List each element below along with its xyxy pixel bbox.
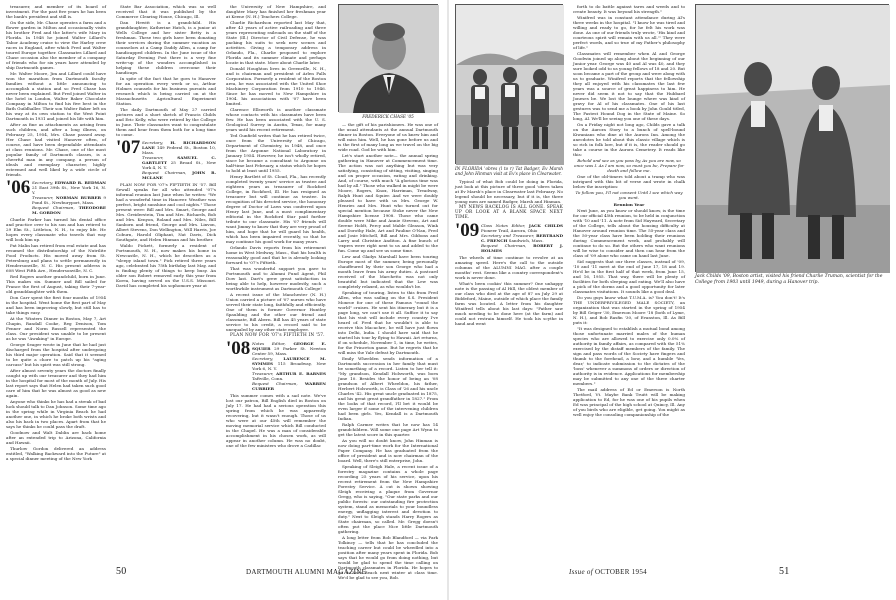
chairman-label: Bequest Chairman, xyxy=(32,205,75,210)
paragraph: Classmates will remember when Al and George Goodwin joined up along about the beginning of our Junior year. George was 40 and Al was 40, and they sure looked odd to us young fellows of 18 and 20. But soon became a part of the group and were along with us to graduate. Winifred reports that the fellowship they all enjoyed with his classmates the last few years was a source of great happiness to him. He never did seem it not to say that the Hubbard Joneses be. We lost the lounge where was kind of gravy for Al of his classmates. One of his last gestures was to send me a book by John Gould titled, The Fastest Hound Dog in the State of Maine. So long, Al. We'll be seeing you one of these days. xyxy=(573,51,685,121)
paragraph: Anyone who thinks he has had a streak of bad luck should talk to Dan Johnson. Some time ago in the spring while in Virginia Beach he had another one, in which he broke both wrists and also his back in two places. Apart from that he says he thinks he could pass the draft. xyxy=(6,399,106,429)
paragraph: Red Rogers another grandchild, born in June. This makes six. Sumner and Bill sailed for France the first of August, taking their 7-year-old granddaughter with them. xyxy=(6,274,106,294)
left-col-4 xyxy=(338,4,438,580)
paragraph: This summer comes with a sad note. We've lost our patron, Bill English died in Boston on July 17. He had had a serious operation this spring from which he was apparently recovering, but it wasn't enough. Those of us who were at our 45th will remember the moving memorial service which Bill conducted in the Chapel. He was a man of considerable accomplishment in his chosen work, as will appear in another column. He was no doubt, one of the few ministers who drove a Cadillac xyxy=(226,393,326,448)
paragraph: Ralph Carmer writes that he now has 14 grandchildren. Will some one page Art Wynn to get the latest score in this quarter. xyxy=(338,422,438,437)
paragraph: Orlando Davis reports from his retirement home in West Medway, Mass., that his health is reasonably good and that he is already looking forward to '07's Fiftieth. xyxy=(226,245,326,265)
paragraph: George Seager wrote in June that he had just discharged from the hospital after undergoing his third major operation. Said that it seemed to be quite a chore to patch up his "aging carcass" but his spirit was still strong. xyxy=(6,342,106,367)
paragraph: Charlie Parker has turned his dental office and practice over to his son and has retired to 29 Elm St., Littleton, N. H., to enjoy life. He hopes every classmate who travels that way will look him up. xyxy=(6,217,106,242)
notes-editor-name: JACK CHILDS xyxy=(528,223,563,228)
paragraph: In spite of the fact that he goes to Hanover for an operation every week or so, Arthur Holmes counsels for his business pursuits and research which is being carried on at the Massachusetts Agricultural Experiment Station. xyxy=(116,76,216,106)
paragraph: Goodnow and Walt Dablin are back home after an extended trip to Arizona, California and Hawaii. xyxy=(6,430,106,445)
paragraph: A long letter from Bob Blandford — via Park Tolkincy — tells that he has concluded the teaching career but could be wheedled into a position after many years spent in Florida. Bob says that he would go from doing nothing, but would be glad to spend the time calling on Dartmouth classmates in Florida. He hopes to go to Vero Beach next winter at class time. We'd be glad to see you, Bob. xyxy=(338,535,438,580)
paragraph: Next June, as you know or should know, is the time for our official 45th reunion, to be held in conjunction with '10 and '11. A note from Sid Hayward, Secretary of the College, tells about the housing difficulty at Hanover around reunion time. The 55-year class and the 50-year class have been holding their reunions during Commencement week, and probably will continue to do so. But the others who want reunions will be wise to consider and then can hear from the class of '09 alone who came on hand last June. xyxy=(573,208,685,258)
paragraph: Thurlow Gordon delivered an address entitled, "Walking Backward into the Future" at a special dinner meeting of the New York xyxy=(6,446,106,461)
paragraph: the University of New Hampshire, and daughter Mary has finished her freshman year at Keene (N. H.) Teachers College. xyxy=(226,4,326,19)
paragraph: Waldo Pickett, formerly a resident of Portsmouth, N. H., now makes his home in Newcastle, N. H., which he describes as a "sleepy island town." Pick retired three years ago, celebrated his 75th birthday last May, and is finding plenty of things to keep busy. An older son Robert removed early this year from Korea, having served on the U.S.S. Missouri. David has completed his sophomore year at xyxy=(116,243,216,288)
treasurer-name: SAMUEL C. GARTLETT xyxy=(142,155,216,165)
secretary-treasurer-address: Sandwich, Mass. xyxy=(508,238,544,243)
paragraph: Donald Houghton lives in Greenville, N. H., and is chairman and president of Arlen Falls Corporation. Formerly a resident of the Boston area, he was associated with the United Shoe Machinery Corporation from 1910 to 1946. Since he has moved to New Hampshire in 1904. his associations with '07 have been limited. xyxy=(226,66,326,106)
paragraph: What's been cookin' this summer? One unhappy note is the passing of Al Hill, the oldest member of our class who died at the age of 87 on July 29 at Biddeford, Maine, outside of which place the family farm was located. A letter from his daughter Winifred tells about his last days: "Father saw much needing to be done here (at the farm) and could not restrain himself. He took his scythe in hand and went xyxy=(455,281,563,326)
paragraph: Do you guys know what T.U.M.A. is? You don't! It's THE UNDERPRIVILEGED MALE SOCIETY, an organization that was started in the spring of 1954 by Bill Geiger '30, Emerson Moore '18 (both of Lyme, N. H.), and Bob Rasfin '30, of Evanston, Ill. As Bill puts it: xyxy=(573,295,685,325)
paragraph: The wheels of time continue to revolve at an amazing speed. Here's the call to the outside columns of the ALUMNI MAG. after a couple months' rest. Seems like a country correspondent's work is never done. xyxy=(455,255,563,280)
group-photo-image xyxy=(456,5,564,165)
chairman-label: Bequest Chairman, xyxy=(252,381,298,386)
paragraph: The mail address of Ed or Emerson is North Thetford, Vt. Maybe Bank Truitt will be making application to Ed, for he was one of his pupils when Ed was principal of the high school at Quincy, Ill. Any of you birds who are eligible, get going. You might as well enjoy the consoling companionship of the xyxy=(573,387,685,417)
secretary-label: Secretary, xyxy=(142,140,164,145)
quote: "It was designed to establish a mutual bond among those unfortunate married males of the human species who are allowed to exercise only 0.0% of authority in family affairs, as compared with the 51% exercised by the distaff members of the family. The sign and pass words of the Society have fingers and thumb to the forehead, a bow, and a humble 'Yes, dear,' to indicate submission to the dictates of the 'boss' whenever a summons of orders or direction of authority is in evidence. Applications for membership may be submitted to any one of the three charter members." xyxy=(573,326,685,386)
treasurer-address: 25 Broad St., New York 4, N. Y. xyxy=(142,160,216,170)
paragraph: State Bar Association, which was so well received that it was published by the Commerce Clearing House, Chicago, Ill. xyxy=(116,4,216,19)
backlog-notice: MY NEWS BACKLOG IS ALL GONE. SPEAK UP OR LOOK AT A BLANK SPACE NEXT TIME. xyxy=(455,205,563,220)
secretary-name: EDWARD R. REDMAN xyxy=(54,180,106,185)
treasurer-name: NORMAN BURBER xyxy=(55,195,101,200)
chairman-label: Bequest Chairman, xyxy=(481,243,527,248)
paragraph: Pat Malin has retired from real estate and has resumed the distributorship of the Nutrilite Food Products. His moved away from St. Petersburg and plans to settle permanently in Hendersonville, N. C. His present address is 608 West Fifth Ave., Hendersonville, N. C. xyxy=(6,243,106,273)
paragraph: forth to do battle against tares and weeds and to create beauty. It was beyond his strength." xyxy=(573,4,685,14)
chairman-name: JOHN R. MCLANE xyxy=(142,170,216,180)
portrait-image xyxy=(339,5,439,113)
issue-date xyxy=(569,568,769,576)
paragraph: — the gift of his parishioners. He was one of the usual attendants at the annual Dartmouth dinner in Boston. Everyone of us knew him and will miss him. Well, he has gone before us and is the first of many long as we travel on the big wide road. God be with him. xyxy=(338,122,438,152)
left-col-1 xyxy=(6,4,106,560)
notes-editor-name: GEORGE E. SQUIER xyxy=(252,341,326,351)
photo-caption: IN FLORIDA 'obres (l to r) Tat Badger, Ev Marsh and John Hinman visit at Ev's place in Clearwater. xyxy=(455,166,563,176)
paragraph: Lew and Gladys Marshall have been touring Europe most of the summer, being personally chauffeured by their son George who had a month leave from his army duties. A postcard received of the Marchetto was not only beautiful but indicated that the Lew was completely relaxed, as who wouldn't be. xyxy=(338,254,438,289)
page-number-left: 50 xyxy=(116,566,127,577)
class-number: '06 xyxy=(6,177,31,198)
paragraph: A recent issue of the Manchester (N. H.) Union carried a picture of '07 nurses who have served their state long, faithfully and efficiently. One of them is former Governor Huntley Spaulding and the other our friend and classmate, Bill Abern. Bill has 45 years of state service to his credit, a record said to be unequaled by any other state employee. xyxy=(226,292,326,332)
right-page xyxy=(449,0,896,600)
secretary-label: Secretary, xyxy=(32,180,54,185)
treasurer-label: Treasurer, xyxy=(142,155,164,160)
treasurer-label: Treasurer, xyxy=(252,371,274,376)
paragraph: One of the old-timers told about a tramp who was intrigued with this bit of verse and wrote in chalk below the inscription: xyxy=(573,174,685,189)
paragraph: Typical of what Bob could be doing in Florida, just look at this picture of three good 'obres taken at Ev Marsh's place in Clearwater last February. No legend should be necessary, but if it is, the three young men are named Badger, Marsh and Hinman. xyxy=(455,179,563,204)
class-number: '07 xyxy=(116,137,141,158)
paragraph: Sid suggests that our three classes, instead of '09, '10 and '11 meet at the end of June 17, 18 and 19. He'd be in the first half of that week, from June 15, and 16, 1955. That way, there will be plenty of facilities for both sleeping and eating. We'll also have a pick of the dorms and a good opportunity for later classmates visitations. It sounds like a good deal. xyxy=(573,259,685,294)
paragraph: Clarence Ellsworth is another classmate whose contacts with his classmates have been few. He has been associated with the U. S. Geological Survey in Austin, Texas, for many years until his recent retirement. xyxy=(226,107,326,132)
paragraph: On a Friday night not long ago, Childs gave a talk on the Aurora Story to a bunch of spell-bound Kiwanians who dine at the Aurora Inn. Among the anecdotes he told about this classic village which is so rich in folk lore, but if it is, the reader should go take a course in the Aurora Cemetery. It reads like this: xyxy=(573,122,685,157)
treasurer-name: ARTHUR E. BARNES xyxy=(275,371,326,376)
class-heading-08 xyxy=(226,338,326,391)
notes-editor-label: Notes Editor, xyxy=(252,341,286,346)
paragraph: Dan Hewitt is a grandchild. His granddaughter, Katherine Hatch, is a junior at Wells College and her sister Betty is a freshman. These two girls have been donating their services during the summer vacation as counselors at a Camp Daddy Allen, a camp for handicapped children. In the June issue of the Saturday Evening Post there is a very fine write-up of the wonders accomplished in helping these children overcome their handicaps. xyxy=(116,20,216,75)
right-col-2 xyxy=(573,4,685,560)
plan-now-line: PLAN NOW FOR '07's FIFTIETH IN '57. xyxy=(230,333,325,338)
treasurer-label: Treasurer, xyxy=(32,195,54,200)
photo-caption: Jack Childs '09, Boston artist, visited his friend Charlie Truman, scientist for the College from 1903 until 1949, during a Hanover trip. xyxy=(695,274,883,285)
class-number: '09 xyxy=(455,220,480,241)
chairman-label: Bequest Chairman, xyxy=(142,170,187,175)
magazine-title: DARTMOUTH ALUMNI MAGAZINE xyxy=(246,568,367,576)
chairman-name: ROBERT J. HOLMES xyxy=(481,243,563,253)
paragraph: That was wonderful support you gave to Portsmouth and to Alumni Fund Agent, Phil Dow last. Dart's grew great satisfaction in being able to help, however modestly, such a worthwhile instrument as Dartmouth College! xyxy=(226,266,326,291)
class-heading-06 xyxy=(6,177,106,215)
paragraph: After as fine as attachments as arising from such children, and after a long illness, on February 25, 1954, Mrs. Chase passed away. Her Chase had visited Hanover often, of course, and have been dependable attendants at class reunions. Mr. Chase, one of the most popular family of Dartmouth classes, is a cheerful man in any company, a person of ideals and exemplary character, highly esteemed and well liked by a wide circle of friends. xyxy=(6,122,106,177)
secretary-treasurer-label: Secretary and Treasurer, xyxy=(481,233,535,238)
issue-month-year: OCTOBER 1954 xyxy=(595,568,647,576)
left-col-2 xyxy=(116,4,216,560)
paragraph: Mr. Walter Moore, Jim and Lillard could have won the marathon from Dartmouth faculty families without a little announcing to accomplish a station and so Fred Chase has never been explained. But Fred joined Walter in the hotel in London, Walter Baker Chocolate Company in Milton to find his five best in the Bath Guildhaller. Their son Walter Baker left on his way at its own station to the West Point Dartmouth in 1931 and joined his life with him. xyxy=(6,71,106,121)
paragraph: At the 'Winters Dinner in Boston, May 7, Art Chapin, Randall Cooke, Reg Denison, Tom Fenner and Norm Russell represented the class. Our president was unable to be present as he was "Awaking" in Europe. xyxy=(6,316,106,341)
photo-two-men-image xyxy=(696,5,890,273)
paragraph: As you will no doubt know, John Hinman is now doing part-time work for the International Paper Company. He has graduated from the office of president and is now chairman of the board. Well, there's still enterprise, John. xyxy=(338,438,438,463)
paragraph: On the side, Mr. Chase operates a farm and a flower garden in Milton and occasionally visits his brother Fred and the latter's wife Mary in Florida. In 1948 he joined Walter Lillard's Tabor Academy cruise to view the Harley crew races in England, after which Fred and Walter toured Europe together. Classmates Lillard and Chase occasion also the member of a company of friends who for six years have attended by ship Dartmouth games. xyxy=(6,20,106,70)
notes-editor-label: Class Notes Editor, xyxy=(481,223,526,228)
secretary-name: LAURENCE M. SYMMES xyxy=(252,356,326,366)
treasurer-address: 9 Pond St., Newburyport, Mass. xyxy=(32,195,106,205)
epitaph-verse: Behold and see as you pass by, As you are now, so once was I. As I am now, so must you be, Prepare for death and follow me. xyxy=(574,158,684,173)
secretary-address: 115 Broadway, New York 6, N. Y. xyxy=(252,361,326,371)
notes-editor-address: Pioneer Trail, Aurora, Ohio xyxy=(481,228,538,233)
paragraph: Winifred was in constant attendance during Al's three weeks in the hospital. "I know he was tired and willing and ready to go, for he felt his work was done. As one of our friends truly wrote, 'His kind and courteous spirit will remain with us all.'" They were perfect words, and so true of my Father's philosophy of life." xyxy=(573,15,685,50)
tramp-verse: To follow you, I'll not consent Until I see which way you went. xyxy=(575,190,683,200)
secretary-label: Secretary, xyxy=(252,356,274,361)
right-photo-column xyxy=(695,4,889,560)
portrait-photo-frederick-chase xyxy=(338,4,438,112)
right-col-1 xyxy=(455,4,563,560)
secretary-address: 21 East 39th St., New York 16, N. Y. xyxy=(32,185,106,195)
page-number-right: 51 xyxy=(779,566,790,577)
photo-caption: FREDERICK CHASE '05 xyxy=(362,114,414,119)
photo-florida-group xyxy=(455,4,563,164)
paragraph: Charlie Richardson reported last May that, after 43 years of active railroading and three years representing railroads on the staff of the State (Ill.) Director of Civil Defense, he was packing his suits to seek new scenes and activities. Giving a temporary address in Orlando, Fla., Charlie proposed to explore Florida and its summer climate and perhaps locate in that state. More about Charlie later. xyxy=(226,20,326,65)
paragraph: Don Carr spent the first four months of 1954 in the hospital. Went home the first part of May and has been improving slowly, but still has to take things easy. xyxy=(6,295,106,315)
paragraph: PLAN NOW FOR '07's FIFTIETH IN '57. Bill Sewall speaks for all who attended '07's informal reunion last June when he writes: "We had a wonderful time in Hanover. Weather was perfect, bright sunshine and cool nights." Those present were: Bill and Mrs. Smart, George and Mrs. Greiderstein, Tim and Mrs. Richards, Bob and Mrs. Kenyon, Roland and Mrs. Niles, Bill Sanborn and friend, George and Mrs. Linvon, Albert Stevens, Don Wellington, Will Harris, Joe Coburn, Harold Oliphant, Nat Davis, Dick Southgate, and Helen Hinman and his brother. xyxy=(116,182,216,242)
treasurer-address: Taftville, Conn. xyxy=(252,376,284,381)
class-number: '08 xyxy=(226,338,251,359)
paragraph: Speaking of touring, listen to this from Fred Allen, who was sailing on the S.S. President Monroe for one of these Famous "round the world" cruises. He sent his itinerary but it is a page long, we can't use it all. Suffice it to say that his visit will include every country I've heard of. Fred that he wouldn't is able to receive this Macachre, he will have just flown into Delhi, India. I should have said that he started his tour by flying to Hawaii. Art returns, if on schedule, November 1, in time, he writes, for the Princeton game. But he regrets that he will miss the Yale defeat by Dartmouth. xyxy=(338,290,438,355)
paragraph: treasurer, and member of its board of investment. For the past five years he has been the bank's president and still is. xyxy=(6,4,106,19)
notes-editor-address: 29 Parker St. Newton Center 59, Mass. xyxy=(252,346,326,356)
chairman-name: THEODORE M. GORDON xyxy=(32,205,106,215)
reunion-heading: Reunion Year xyxy=(613,202,645,207)
paragraph: Let's start another note— the annual spring gathering in Hanover at Commencement time. The action was not anything but was very satisfying, consisting of sitting, visiting, singing and on proper occasion, eating and drinking. And, of course, with much "A glorious time was had by all." Those who walked in might be were Moore, Rogers, Knox, Harriman, Treadway, Ralph Hunt and Squier. And we were doubly pleased to have with us Mrs. George W. Henries and Mrs. Hunt who turned out for special mention because Stoke never the New Hampshire license 1908. Those who came double were Mike and Annie Stevens, Art and Serene Holdt, Percy and Mable Gleason, Wink and Dorothy Hale, Art and Pauline O'Nan, Fred and Josie Mitchell, Bill and Mrs. Gibbons and Larry and Christine Anditon. A fine bunch of 'expres were right next to us and added to the fun. Come up and see us some time. xyxy=(338,153,438,253)
paragraph: Henry Bartlett of St. Cloud, Fla., has recently completed twenty years' service as trustee and eighteen years as treasurer of Rockford College, in Rockford, Ill. He has resigned as treasurer but will continue as trustee. In recognition of his devoted service, the honorary degree of Doctor of Laws was conferred upon Henry last June, and a most complimentary editorial in the Rockford Star paid further tribute to our classmate. His '07 friends will want Jimmy to know that they are very proud of him, and hope that he will guard his health, which has been impaired recently, so that he may continue his good work for many years. xyxy=(226,174,326,244)
paragraph: Ted Gunfield writes that he has retired twice, once from the University of Chicago, Department of Chemistry, in 1948, and once from the Argonne National Laboratory in January 1954. However, he isn't wholly retired, since he became a consultant to Argonne on half-time last February, a status which he hopes to hold at least until 1955. xyxy=(226,133,326,173)
paragraph: Emily Wheelden sends information of a Dartmouth succession in her family that must be something of a record. Listen to her tell it: "My grandson, Kendall Holsworth, was born June 10. Besides the honor of being an '08 grandson of Albert Wheeldon, his father, Herbert Holsworth, is Class of '26 and his uncle Charles '42. His great uncle graduated in 1875, and his great great grandfather in 1827." From the looks of that record, I'll bet it would be even larger if some of the intervening children had been girls. Yes, Kendall is a Dartmouth Indian. xyxy=(338,356,438,421)
photo-childs-truman xyxy=(695,4,889,272)
class-heading-09 xyxy=(455,220,563,253)
issue-label: Issue of xyxy=(569,568,593,576)
paragraph: After almost seventy years the doctors finally caught up with our treasurer and they had him in the hospital for most of the month of July. His last report says that Helen had taken such good care of him that he was almost as good as new again. xyxy=(6,368,106,398)
secretary-treasurer-name: BERTRAND C. FRENCH xyxy=(481,233,563,243)
secretary-address: 149 Federal St., Boston 10, Mass. xyxy=(142,145,216,155)
left-col-3 xyxy=(226,4,326,560)
paragraph: The daily Dartmouth of May 27 carried pictures and a short sketch of Francis Childs and Eric Kelly, who were retired by the College in June. Their classmates want to congratulate them and hear from them both for a long time to come. xyxy=(116,107,216,137)
class-heading-07 xyxy=(116,137,216,180)
secretary-name: H. RICHARDSON LANE xyxy=(142,140,216,150)
paragraph: Speaking of Sleigh Hale, a recent issue of a forestry magazine contains a whole page recording 25 years of his service, upon his recent retirement from the New Hampshire Forestry Service. A cut is shown showing Sleigh receiving a plaque from Governor Gregg, who is saying, "Our state parks and our public forests: our outstanding fire protection system, stand as memorials to your boundless energy, unflagging interest and devotion to duty." Next to Sleigh stands Harry Rogers as State chairman, so called. Mr. Gregg doesn't often put the place Nice little Dartmouth gathering. xyxy=(338,464,438,534)
chairman-name: WARREN CURRIER xyxy=(252,381,326,391)
